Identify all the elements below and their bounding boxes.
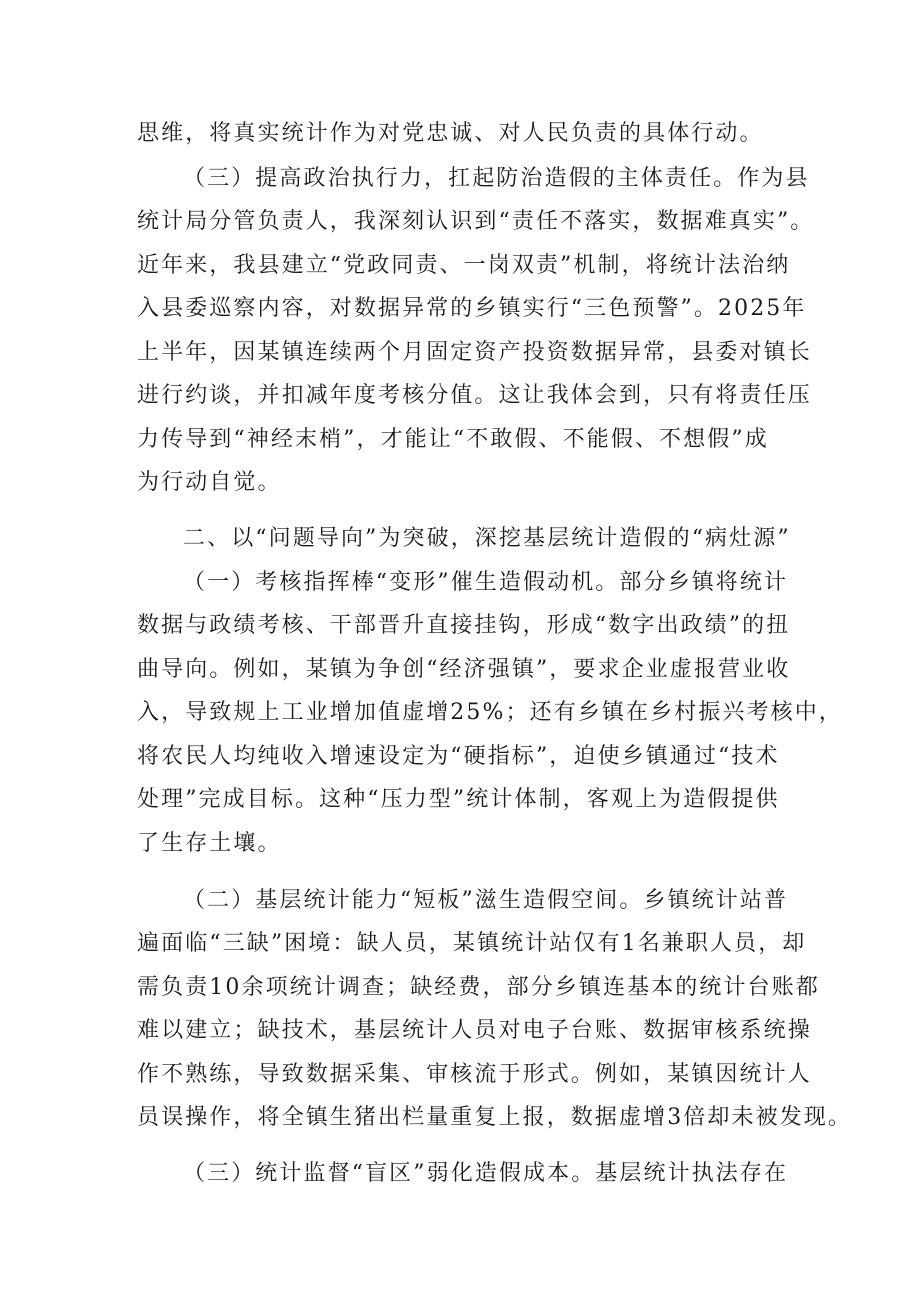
paragraph-line: 员误操作，将全镇生猪出栏量重复上报，数据虚增3倍却未被发现。 [137, 1105, 852, 1130]
paragraph-line: 上半年，因某镇连续两个月固定资产投资数据异常，县委对镇长 [137, 340, 812, 365]
paragraph-line: 为行动自觉。 [137, 470, 282, 495]
paragraph-line: 近年来，我县建立“党政同责、一岗双责”机制，将统计法治纳 [137, 253, 791, 278]
paragraph-line: 统计局分管负责人，我深刻认识到“责任不落实，数据难真实”。 [137, 209, 815, 234]
chapter-heading-2: 二、以“问题导向”为突破，深挖基层统计造假的“病灶源” [183, 526, 791, 551]
section-heading-3: （三）提高政治执行力，扛起防治造假的主体责任。作为县 [183, 166, 810, 191]
paragraph-line: 曲导向。例如，某镇为争创“经济强镇”，要求企业虚报营业收 [137, 657, 791, 682]
paragraph-line: 入县委巡察内容，对数据异常的乡镇实行“三色预警”。2025年 [137, 296, 807, 321]
paragraph-line: 作不熟练，导致数据采集、审核流于形式。例如，某镇因统计人 [137, 1062, 812, 1087]
paragraph-line: 思维，将真实统计作为对党忠诚、对人民负责的具体行动。 [137, 121, 764, 146]
paragraph-line: 将农民人均纯收入增速设定为“硬指标”，迫使乡镇通过“技术 [137, 744, 780, 769]
paragraph-line: 进行约谈，并扣减年度考核分值。这让我体会到，只有将责任压 [137, 383, 812, 408]
section-heading-2: （二）基层统计能力“短板”滋生造假空间。乡镇统计站普 [183, 888, 789, 913]
paragraph-line: 难以建立；缺技术，基层统计人员对电子台账、数据审核系统操 [137, 1018, 812, 1043]
paragraph-line: 遍面临“三缺”困境：缺人员，某镇统计站仅有1名兼职人员，却 [137, 931, 807, 956]
paragraph-line: 入，导致规上工业增加值虚增25%；还有乡镇在乡村振兴考核中， [137, 700, 843, 725]
paragraph-line: 力传导到“神经末梢”，才能让“不敢假、不能假、不想假”成 [137, 427, 769, 452]
paragraph-line: 需负责10余项统计调查；缺经费，部分乡镇连基本的统计台账都 [137, 975, 820, 1000]
paragraph-line: 处理”完成目标。这种“压力型”统计体制，客观上为造假提供 [137, 787, 780, 812]
section-heading-3b: （三）统计监督“盲区”弱化造假成本。基层统计执法存在 [183, 1161, 789, 1186]
paragraph-line: 数据与政绩考核、干部晋升直接挂钩，形成“数字出政绩”的扭 [137, 613, 791, 638]
section-heading-1: （一）考核指挥棒“变形”催生造假动机。部分乡镇将统计 [183, 570, 789, 595]
paragraph-line: 了生存土壤。 [137, 831, 282, 856]
